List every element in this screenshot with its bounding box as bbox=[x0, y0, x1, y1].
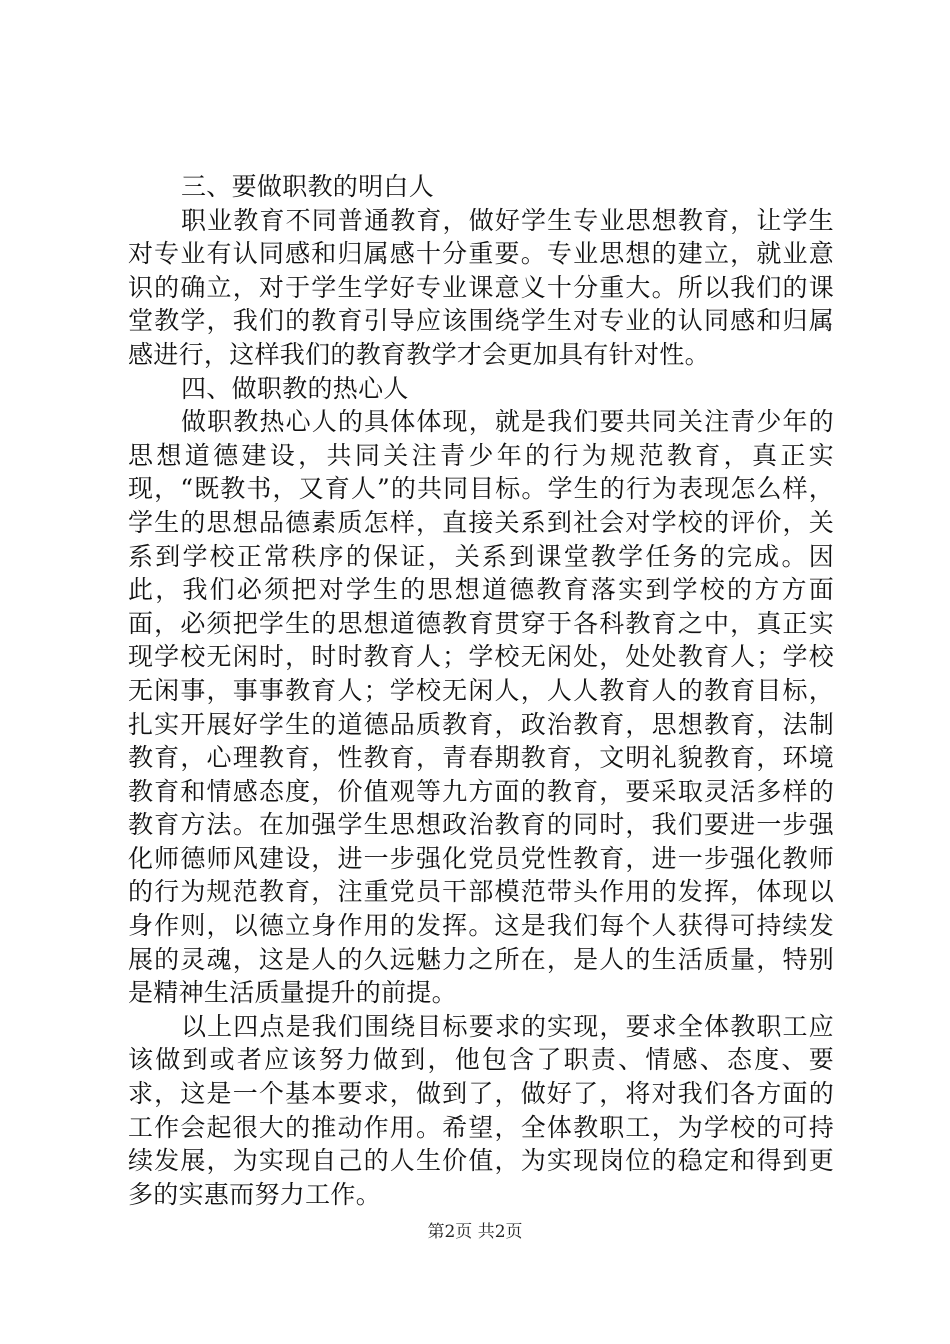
section-paragraph-4: 做职教热心人的具体体现，就是我们要共同关注青少年的思想道德建设，共同关注青少年的行为规范教育，真正实现，“既教书，又育人”的共同目标。学生的行为表现怎么样，学生的思想品德素质怎样，直接关系到社会对学校的评价，关系到学校正常秩序的保证，关系到课堂教学任务的完成。因此，我们必须把对学生的思想道德教育落实到学校的方方面面，必须把学生的思想道德教育贯穿于各科教育之中，真正实现学校无闲时，时时教育人；学校无闲处，处处教育人；学校无闲事，事事教育人；学校无闲人，人人教育人的教育目标，扎实开展好学生的道德品质教育，政治教育，思想教育，法制教育，心理教育，性教育，青春期教育，文明礼貌教育，环境教育和情感态度，价值观等九方面的教育，要采取灵活多样的教育方法。在加强学生思想政治教育的同时，我们要进一步强化师德师风建设，进一步强化党员党性教育，进一步强化教师的行为规范教育，注重党员干部模范带头作用的发挥，体现以身作则，以德立身作用的发挥。这是我们每个人获得可持续发展的灵魂，这是人的久远魅力之所在，是人的生活质量，特别是精神生活质量提升的前提。 bbox=[128, 407, 834, 1008]
conclusion-paragraph: 以上四点是我们围绕目标要求的实现，要求全体教职工应该做到或者应该努力做到，他包含了职责、情感、态度、要求，这是一个基本要求，做到了，做好了，将对我们各方面的工作会起很大的推动作用。希望，全体教职工，为学校的可持续发展，为实现自己的人生价值，为实现岗位的稳定和得到更多的实惠而努力工作。 bbox=[128, 1011, 834, 1209]
section-heading-3: 三、要做职教的明白人 bbox=[181, 172, 435, 201]
page-footer: 第2页 共2页 bbox=[427, 1222, 523, 1242]
section-paragraph-3: 职业教育不同普通教育，做好学生专业思想教育，让学生对专业有认同感和归属感十分重要。专业思想的建立，就业意识的确立，对于学生学好专业课意义十分重大。所以我们的课堂教学，我们的教育引导应该围绕学生对专业的认同感和归属感进行，这样我们的教育教学才会更加具有针对性。 bbox=[128, 205, 834, 369]
document-body bbox=[128, 170, 834, 1211]
section-heading-4: 四、做职教的热心人 bbox=[181, 373, 409, 403]
